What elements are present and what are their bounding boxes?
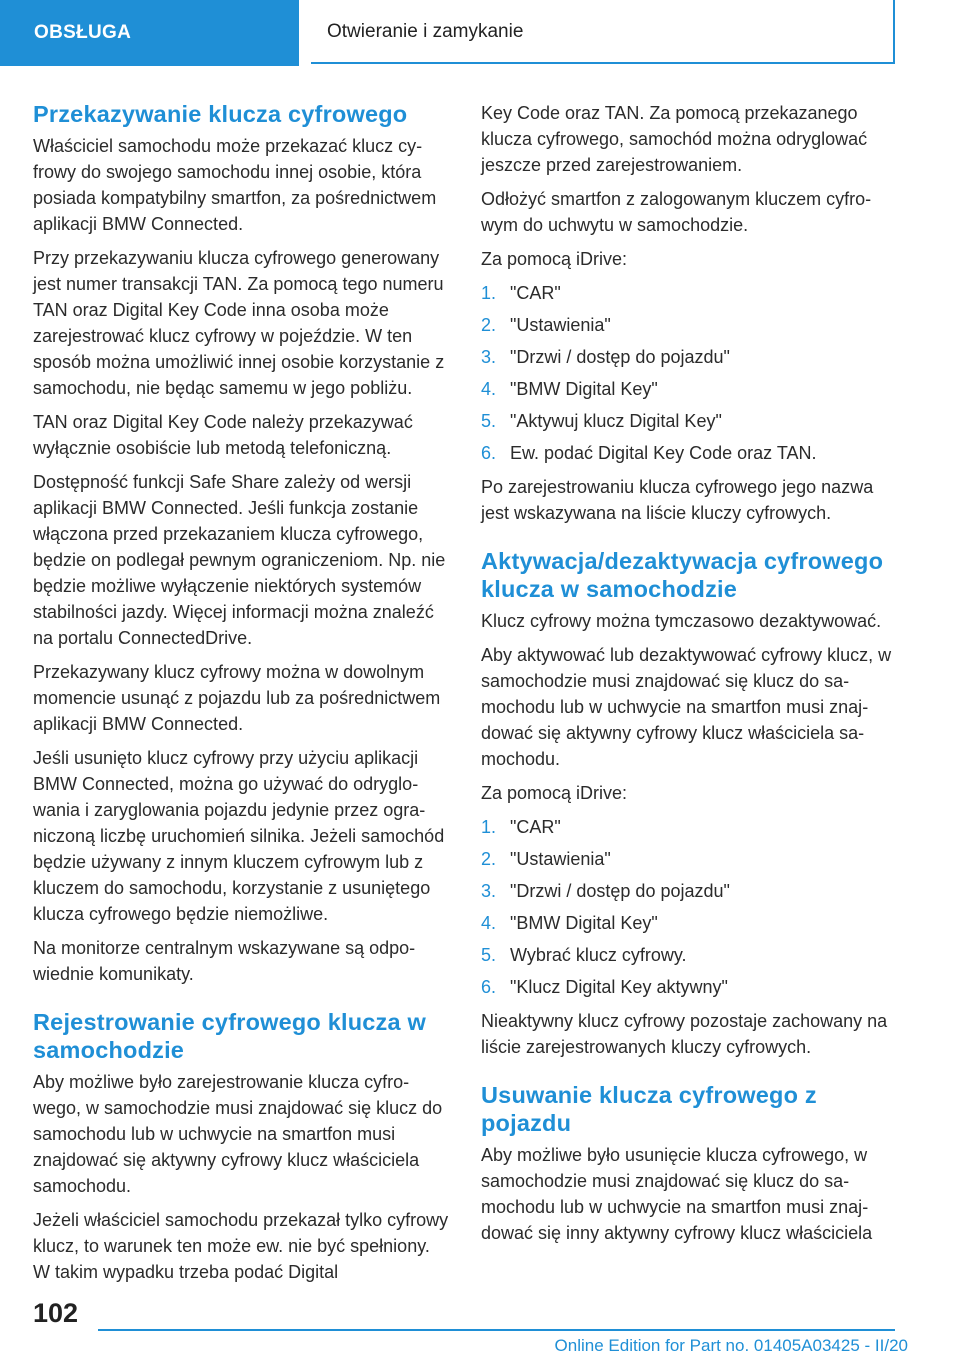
step-text: "Drzwi / dostęp do pojazdu" [510,881,730,901]
list-item [481,280,899,306]
step-text: "Ustawienia" [510,849,611,869]
list-item [481,376,899,402]
list-item [481,878,899,904]
heading-usuwanie: Usuwanie klucza cyfrowego z pojazdu [481,1082,817,1136]
paragraph: Jeśli usunięto klucz cyfrowy przy użyciu aplikacji BMW Connected, można go używać do odryglowania i zaryglowania pojazdu jedynie przez ograniczoną liczbę uruchomień silnika. Jeżeli samochód będzie używany z innym kluczem cyfrowym lub z kluczem do samochodu, korzystanie z usuniętego klucza cyfrowego będzie niemożliwe. [33,748,445,924]
paragraph: Po zarejestrowaniu klucza cyfrowego jego nazwa jest wskazywana na liście kluczy cyfrowych. [481,477,874,523]
step-number: 5. [481,411,497,431]
list-item [481,312,899,338]
step-number: 5. [481,945,497,965]
list-item [481,814,899,840]
step-text: "BMW Digital Key" [510,379,658,399]
step-number: 2. [481,315,497,335]
footer-edition-text: Online Edition for Part no. 01405A03425 - II/20 [554,1336,908,1355]
idrive-steps-list [481,814,899,1000]
step-number: 2. [481,849,497,869]
step-text: "Aktywuj klucz Digital Key" [510,411,722,431]
paragraph: Za pomocą iDrive: [481,783,628,803]
heading-rejestrowanie: Rejestrowanie cyfrowego klucza w samochodzie [33,1009,426,1063]
left-column [33,100,451,1293]
step-number: 6. [481,977,497,997]
step-text: "Klucz Digital Key aktywny" [510,977,728,997]
step-text: "CAR" [510,817,561,837]
paragraph: Przy przekazywaniu klucza cyfrowego generowany jest numer transakcji TAN. Za pomocą tego numeru TAN oraz Digital Key Code inna osoba może zarejestrować klucz cyfrowy w pojeździe. W ten sposób można umożliwić innej osobie korzystanie z samochodu, nie będąc samemu w jego pobliżu. [33,248,445,398]
paragraph: Przekazywany klucz cyfrowy można w dowolnym momencie usunąć z pojazdu lub za pośrednictwem aplikacji BMW Connected. [33,662,441,734]
page-header [0,0,960,66]
paragraph: Nieaktywny klucz cyfrowy pozostaje zachowany na liście zarejestrowanych kluczy cyfrowych. [481,1011,888,1057]
step-number: 4. [481,379,497,399]
step-number: 6. [481,443,497,463]
list-item [481,408,899,434]
page-number: 102 [33,1298,79,1328]
footer-divider [98,1329,895,1331]
step-text: Ew. podać Digital Key Code oraz TAN. [510,443,817,463]
list-item [481,344,899,370]
step-text: "Ustawienia" [510,315,611,335]
right-column [481,100,899,1254]
list-item [481,846,899,872]
heading-przekazywanie: Przekazywanie klucza cyfrowego [33,101,408,127]
step-text: "CAR" [510,283,561,303]
paragraph: TAN oraz Digital Key Code należy przekazywać wyłącznie osobiście lub metodą telefoniczną. [33,412,413,458]
paragraph: Aby możliwe było usunięcie klucza cyfrowego, w samochodzie musi znajdować się klucz do samochodu lub w uchwycie na smartfon musi znajdować się inny aktywny cyfrowy klucz właściciela [481,1145,873,1243]
step-number: 1. [481,283,497,303]
paragraph: Jeżeli właściciel samochodu przekazał tylko cyfrowy klucz, to warunek ten może ew. nie być spełniony. W takim wypadku trzeba podać Digital [33,1210,449,1282]
section-tab: OBSŁUGA [0,0,299,66]
list-item [481,942,899,968]
step-number: 3. [481,347,497,367]
step-text: "Drzwi / dostęp do pojazdu" [510,347,730,367]
paragraph: Za pomocą iDrive: [481,249,628,269]
chapter-title: Otwieranie i zamykanie [311,0,895,64]
list-item [481,974,899,1000]
paragraph: Klucz cyfrowy można tymczasowo dezaktywować. [481,611,882,631]
step-text: "BMW Digital Key" [510,913,658,933]
paragraph: Odłożyć smartfon z zalogowanym kluczem cyfrowym do uchwytu w samochodzie. [481,189,872,235]
step-number: 1. [481,817,497,837]
paragraph: Na monitorze centralnym wskazywane są odpowiednie komunikaty. [33,938,416,984]
heading-aktywacja: Aktywacja/dezaktywacja cyfrowego klucza w samochodzie [481,548,884,602]
list-item [481,440,899,466]
step-number: 4. [481,913,497,933]
paragraph: Key Code oraz TAN. Za pomocą przekazanego klucza cyfrowego, samochód można odryglować jeszcze przed zarejestrowaniem. [481,103,868,175]
paragraph: Właściciel samochodu może przekazać klucz cyfrowy do swojego samochodu innej osobie, która posiada kompatybilny smartfon, za pośrednictwem aplikacji BMW Connected. [33,136,437,234]
paragraph: Dostępność funkcji Safe Share zależy od wersji aplikacji BMW Connected. Jeśli funkcja zostanie włączona przed przekazaniem klucza cyfrowego, będzie on podlegał pewnym ograniczeniom. Np. nie będzie możliwe wyłączenie niektórych systemów stabilności jazdy. Więcej informacji można znaleźć na portalu ConnectedDrive. [33,472,446,648]
paragraph: Aby aktywować lub dezaktywować cyfrowy klucz, w samochodzie musi znajdować się klucz do samochodu lub w uchwycie na smartfon musi znajdować się aktywny cyfrowy klucz właściciela samochodu. [481,645,892,769]
idrive-steps-list [481,280,899,466]
paragraph: Aby możliwe było zarejestrowanie klucza cyfrowego, w samochodzie musi znajdować się klucz do samochodu lub w uchwycie na smartfon musi znajdować się aktywny cyfrowy klucz właściciela samochodu. [33,1072,443,1196]
list-item [481,910,899,936]
step-number: 3. [481,881,497,901]
step-text: Wybrać klucz cyfrowy. [510,945,687,965]
